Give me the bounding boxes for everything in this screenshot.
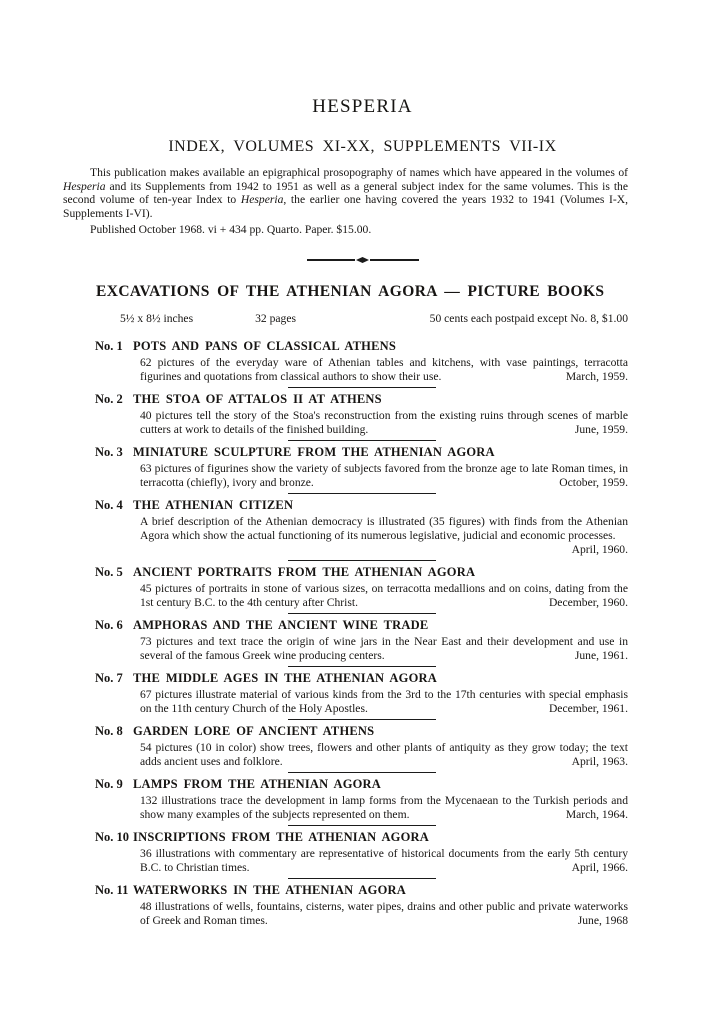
entry-body [133, 498, 628, 557]
entry-date: March, 1959. [565, 370, 628, 383]
entry-date: June, 1961. [574, 649, 628, 662]
entry-number: No. 6 [95, 618, 123, 632]
entry-title: INSCRIPTIONS FROM THE ATHENIAN AGORA [133, 830, 429, 844]
entry-text: 63 pictures of figurines show the variety of subjects favored from the bronze age to late Roman times, in terracotta (chiefly), ivory and bronze. [140, 462, 628, 489]
entry-title: GARDEN LORE OF ANCIENT ATHENS [133, 724, 375, 738]
entry-divider [288, 878, 436, 879]
spec-page-count: 32 pages [255, 312, 296, 325]
entry-divider [288, 493, 436, 494]
entry-description [140, 847, 628, 875]
entry-text: 73 pictures and text trace the origin of wine jars in the Near East and their development and use in several of the famous Greek wine producing centers. [140, 635, 628, 662]
entry-title: THE ATHENIAN CITIZEN [133, 498, 294, 512]
entry-body [133, 565, 628, 610]
entry-row [95, 498, 628, 557]
entry-number: No. 10 [95, 830, 130, 844]
entry-body [133, 618, 628, 663]
entry-body [133, 777, 628, 822]
entry-body [133, 724, 628, 769]
entry-body [133, 830, 628, 875]
entry-row [95, 671, 628, 716]
entry-title: MINIATURE SCULPTURE FROM THE ATHENIAN AGORA [133, 445, 495, 459]
entry-description [140, 356, 628, 384]
entry-description [140, 635, 628, 663]
entry-date: April, 1960. [571, 543, 628, 556]
entry-text: 132 illustrations trace the development in lamp forms from the Mycenaean to the Turkish periods and show many examples of the subjects represented on them. [140, 794, 628, 821]
entry-description [140, 515, 628, 556]
entry-row [95, 339, 628, 384]
diamond-icon [356, 257, 369, 263]
entry-description [140, 688, 628, 716]
entry-title: THE STOA OF ATTALOS II AT ATHENS [133, 392, 382, 406]
entry-divider [288, 719, 436, 720]
entry-number: No. 3 [95, 445, 123, 459]
entry-number: No. 5 [95, 565, 123, 579]
entry-number: No. 1 [95, 339, 123, 353]
entry-date: June, 1968 [577, 914, 628, 927]
entry-divider [288, 560, 436, 561]
entry-row [95, 392, 628, 437]
entry-row [95, 445, 628, 490]
entry-body [133, 392, 628, 437]
entry-title: THE MIDDLE AGES IN THE ATHENIAN AGORA [133, 671, 437, 685]
intro-segment: , the earlier one having covered the years 1932 to 1941 (Volumes I-X, Supplements I-VI). [63, 193, 628, 220]
entry-date: October, 1959. [559, 476, 628, 489]
entry-date: April, 1966. [571, 861, 628, 874]
entry-description [140, 409, 628, 437]
published-line: Published October 1968. vi + 434 pp. Quarto. Paper. $15.00. [90, 223, 372, 236]
entry-description [140, 741, 628, 769]
entry-number: No. 11 [95, 883, 129, 897]
entry-date: June, 1959. [574, 423, 628, 436]
entry-divider [288, 666, 436, 667]
entry-title: ANCIENT PORTRAITS FROM THE ATHENIAN AGORA [133, 565, 476, 579]
ornament-line-left [307, 259, 356, 261]
entry-title: LAMPS FROM THE ATHENIAN AGORA [133, 777, 381, 791]
entry-description [140, 462, 628, 490]
entry-row [95, 618, 628, 663]
entry-number: No. 2 [95, 392, 123, 406]
entry-description [140, 900, 628, 928]
entry-divider [288, 613, 436, 614]
entry-text: 40 pictures tell the story of the Stoa's reconstruction from the existing ruins through scenes of marble cutters at work to details of the finished building. [140, 409, 628, 436]
entry-divider [288, 772, 436, 773]
entry-date: March, 1964. [565, 808, 628, 821]
intro-italic-segment: Hesperia [63, 179, 106, 193]
entry-row [95, 724, 628, 769]
intro-segment: and its Supplements from 1942 to 1951 as well as a general subject index for the same volumes. This is the second volume of ten-year Index to [63, 179, 628, 206]
entry-date: December, 1961. [548, 702, 628, 715]
ornament-divider [307, 257, 419, 263]
entry-body [133, 883, 628, 928]
entry-body [133, 339, 628, 384]
entry-title: AMPHORAS AND THE ANCIENT WINE TRADE [133, 618, 429, 632]
entry-title: POTS AND PANS OF CLASSICAL ATHENS [133, 339, 397, 353]
entry-list [95, 339, 628, 928]
intro-paragraph [63, 166, 628, 220]
spec-size: 5½ x 8½ inches [120, 312, 194, 325]
entry-number: No. 4 [95, 498, 123, 512]
entry-text: 67 pictures illustrate material of various kinds from the 3rd to the 17th centuries with special emphasis on the 11th century Church of the Holy Apostles. [140, 688, 628, 715]
entry-number: No. 7 [95, 671, 123, 685]
entry-text: A brief description of the Athenian democracy is illustrated (35 figures) with finds from the Athenian Agora which show the actual functioning of its numerous legislative, judicial and economic processes. [140, 515, 628, 542]
entry-row [95, 883, 628, 928]
page-title: HESPERIA [312, 96, 413, 117]
ornament-line-right [370, 259, 419, 261]
entry-divider [288, 387, 436, 388]
entry-body [133, 671, 628, 716]
spec-price: 50 cents each postpaid except No. 8, $1.00 [429, 312, 628, 325]
intro-segment: This publication makes available an epigraphical prosopography of names which have appeared in the volumes of [90, 166, 628, 179]
entry-text: 45 pictures of portraits in stone of various sizes, on terracotta medallions and on coins, dating from the 1st century B.C. to the 4th century after Christ. [140, 582, 628, 609]
intro-italic-segment: Hesperia [240, 193, 284, 206]
entry-description [140, 582, 628, 610]
entry-text: 36 illustrations with commentary are representative of historical documents from the early 5th century B.C. to Christian times. [140, 847, 628, 874]
entry-divider [288, 440, 436, 441]
entry-text: 62 pictures of the everyday ware of Athenian tables and kitchens, with vase paintings, terracotta figurines and quotations from classical authors to show their use. [140, 356, 628, 383]
entry-body [133, 445, 628, 490]
entry-row [95, 830, 628, 875]
section-heading: EXCAVATIONS OF THE ATHENIAN AGORA — PICTURE BOOKS [96, 283, 605, 300]
entry-row [95, 777, 628, 822]
entry-number: No. 9 [95, 777, 123, 791]
entry-text: 48 illustrations of wells, fountains, cisterns, water pipes, drains and other public and private waterworks of Greek and Roman times. [140, 900, 628, 927]
entry-divider [288, 825, 436, 826]
entry-title: WATERWORKS IN THE ATHENIAN AGORA [133, 883, 406, 897]
specs-row [63, 312, 628, 326]
entry-row [95, 565, 628, 610]
index-subtitle: INDEX, VOLUMES XI-XX, SUPPLEMENTS VII-IX [168, 138, 557, 155]
entry-description [140, 794, 628, 822]
entry-date: December, 1960. [548, 596, 628, 609]
entry-date: April, 1963. [571, 755, 628, 768]
entry-text: 54 pictures (10 in color) show trees, flowers and other plants of antiquity as they grow today; the text adds ancient uses and folklore. [140, 741, 628, 768]
entry-number: No. 8 [95, 724, 123, 738]
